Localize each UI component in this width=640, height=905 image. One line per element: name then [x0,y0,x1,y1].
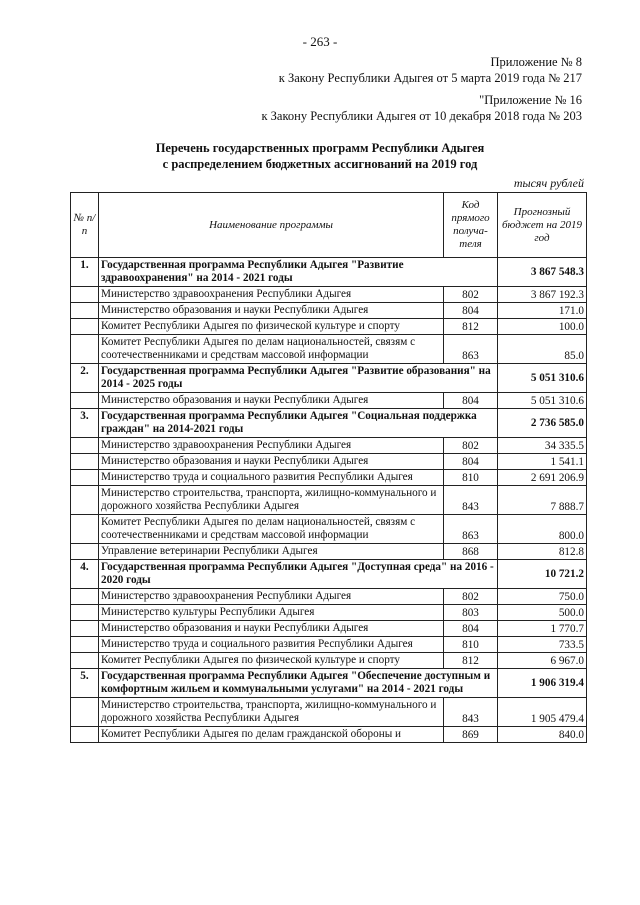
program-row [71,258,587,287]
programs-table [70,192,587,743]
recipient-name: Министерство здравоохранения Республики Адыгея [99,589,444,605]
empty-cell [71,393,99,409]
program-name: Государственная программа Республики Адыгея "Социальная поддержка граждан" на 2014-2021 годы [99,409,498,438]
recipient-name: Министерство культуры Республики Адыгея [99,605,444,621]
empty-cell [71,589,99,605]
recipient-amount: 85.0 [498,335,587,364]
program-number: 4. [71,560,99,589]
program-name: Государственная программа Республики Адыгея "Обеспечение доступным и комфортным жильем и коммунальными услугами" на 2014 - 2021 годы [99,669,498,698]
recipient-amount: 500.0 [498,605,587,621]
recipient-amount: 6 967.0 [498,653,587,669]
empty-cell [71,438,99,454]
recipient-amount: 171.0 [498,303,587,319]
program-row [71,560,587,589]
recipient-row [71,438,587,454]
recipient-row [71,637,587,653]
recipient-row [71,287,587,303]
recipient-name: Министерство труда и социального развития Республики Адыгея [99,470,444,486]
recipient-row [71,698,587,727]
program-name: Государственная программа Республики Адыгея "Доступная среда" на 2016 - 2020 годы [99,560,498,589]
recipient-row [71,303,587,319]
empty-cell [71,454,99,470]
header-budget: Прогнозный бюджет на 2019 год [498,193,587,258]
recipient-name: Министерство труда и социального развития Республики Адыгея [99,637,444,653]
recipient-name: Министерство строительства, транспорта, жилищно-коммунального и дорожного хозяйства Республики Адыгея [99,698,444,727]
recipient-amount: 2 691 206.9 [498,470,587,486]
units-label: тысяч рублей [513,176,584,190]
recipient-amount: 840.0 [498,727,587,743]
recipient-name: Комитет Республики Адыгея по физической культуре и спорту [99,653,444,669]
recipient-code: 843 [444,698,498,727]
recipient-row [71,319,587,335]
recipient-row [71,544,587,560]
program-name: Государственная программа Республики Адыгея "Развитие образования" на 2014 - 2025 годы [99,364,498,393]
recipient-name: Комитет Республики Адыгея по физической культуре и спорту [99,319,444,335]
recipient-code: 812 [444,319,498,335]
recipient-amount: 5 051 310.6 [498,393,587,409]
document-title [0,140,640,172]
empty-cell [71,727,99,743]
recipient-amount: 1 905 479.4 [498,698,587,727]
program-number: 2. [71,364,99,393]
page-number: - 263 - [302,34,338,49]
program-total: 2 736 585.0 [498,409,587,438]
recipient-row [71,621,587,637]
recipient-row [71,589,587,605]
appendix-16-law: к Закону Республики Адыгея от 10 декабря 2018 года № 203 [261,109,582,123]
recipient-name: Министерство образования и науки Республики Адыгея [99,454,444,470]
recipient-row [71,486,587,515]
empty-cell [71,637,99,653]
empty-cell [71,653,99,669]
recipient-row [71,605,587,621]
recipient-code: 802 [444,287,498,303]
appendix-8-header [279,54,582,86]
recipient-row [71,454,587,470]
program-row [71,364,587,393]
recipient-row [71,653,587,669]
recipient-code: 804 [444,303,498,319]
recipient-amount: 733.5 [498,637,587,653]
recipient-code: 804 [444,621,498,637]
program-row [71,669,587,698]
recipient-amount: 1 541.1 [498,454,587,470]
header-num: № п/п [71,193,99,258]
recipient-code: 802 [444,438,498,454]
recipient-name: Министерство образования и науки Республики Адыгея [99,303,444,319]
title-line-1: Перечень государственных программ Республики Адыгея [155,141,485,155]
recipient-code: 869 [444,727,498,743]
recipient-name: Министерство здравоохранения Республики Адыгея [99,287,444,303]
recipient-name: Управление ветеринарии Республики Адыгея [99,544,444,560]
recipient-amount: 812.8 [498,544,587,560]
recipient-row [71,470,587,486]
recipient-name: Министерство образования и науки Республики Адыгея [99,621,444,637]
program-total: 1 906 319.4 [498,669,587,698]
recipient-code: 868 [444,544,498,560]
program-total: 5 051 310.6 [498,364,587,393]
recipient-row [71,515,587,544]
program-number: 1. [71,258,99,287]
recipient-code: 802 [444,589,498,605]
recipient-code: 843 [444,486,498,515]
recipient-name: Комитет Республики Адыгея по делам гражданской обороны и [99,727,444,743]
recipient-code: 812 [444,653,498,669]
empty-cell [71,486,99,515]
recipient-amount: 100.0 [498,319,587,335]
program-total: 10 721.2 [498,560,587,589]
recipient-name: Министерство образования и науки Республики Адыгея [99,393,444,409]
recipient-row [71,335,587,364]
recipient-code: 863 [444,335,498,364]
program-total: 3 867 548.3 [498,258,587,287]
recipient-amount: 7 888.7 [498,486,587,515]
recipient-code: 804 [444,454,498,470]
recipient-amount: 3 867 192.3 [498,287,587,303]
appendix-16-label: "Приложение № 16 [479,93,582,107]
empty-cell [71,470,99,486]
recipient-code: 863 [444,515,498,544]
recipient-code: 810 [444,470,498,486]
header-name: Наименование программы [99,193,444,258]
program-name: Государственная программа Республики Адыгея "Развитие здравоохранения" на 2014 - 2021 годы [99,258,498,287]
program-number: 3. [71,409,99,438]
recipient-code: 804 [444,393,498,409]
header-code: Код прямого получа-теля [444,193,498,258]
empty-cell [71,319,99,335]
recipient-name: Министерство строительства, транспорта, жилищно-коммунального и дорожного хозяйства Республики Адыгея [99,486,444,515]
recipient-code: 810 [444,637,498,653]
recipient-code: 803 [444,605,498,621]
appendix-16-header [261,92,582,124]
recipient-amount: 34 335.5 [498,438,587,454]
empty-cell [71,303,99,319]
empty-cell [71,335,99,364]
title-line-2: с распределением бюджетных ассигнований на 2019 год [162,157,478,171]
empty-cell [71,621,99,637]
recipient-amount: 800.0 [498,515,587,544]
table-header-row [71,193,587,258]
empty-cell [71,544,99,560]
empty-cell [71,287,99,303]
appendix-8-label: Приложение № 8 [490,55,582,69]
recipient-name: Комитет Республики Адыгея по делам национальностей, связям с соотечественниками и средствам массовой информации [99,335,444,364]
empty-cell [71,515,99,544]
empty-cell [71,698,99,727]
recipient-amount: 750.0 [498,589,587,605]
recipient-row [71,727,587,743]
recipient-row [71,393,587,409]
recipient-name: Министерство здравоохранения Республики Адыгея [99,438,444,454]
recipient-name: Комитет Республики Адыгея по делам национальностей, связям с соотечественниками и средствам массовой информации [99,515,444,544]
appendix-8-law: к Закону Республики Адыгея от 5 марта 2019 года № 217 [278,71,582,85]
empty-cell [71,605,99,621]
recipient-amount: 1 770.7 [498,621,587,637]
program-row [71,409,587,438]
program-number: 5. [71,669,99,698]
